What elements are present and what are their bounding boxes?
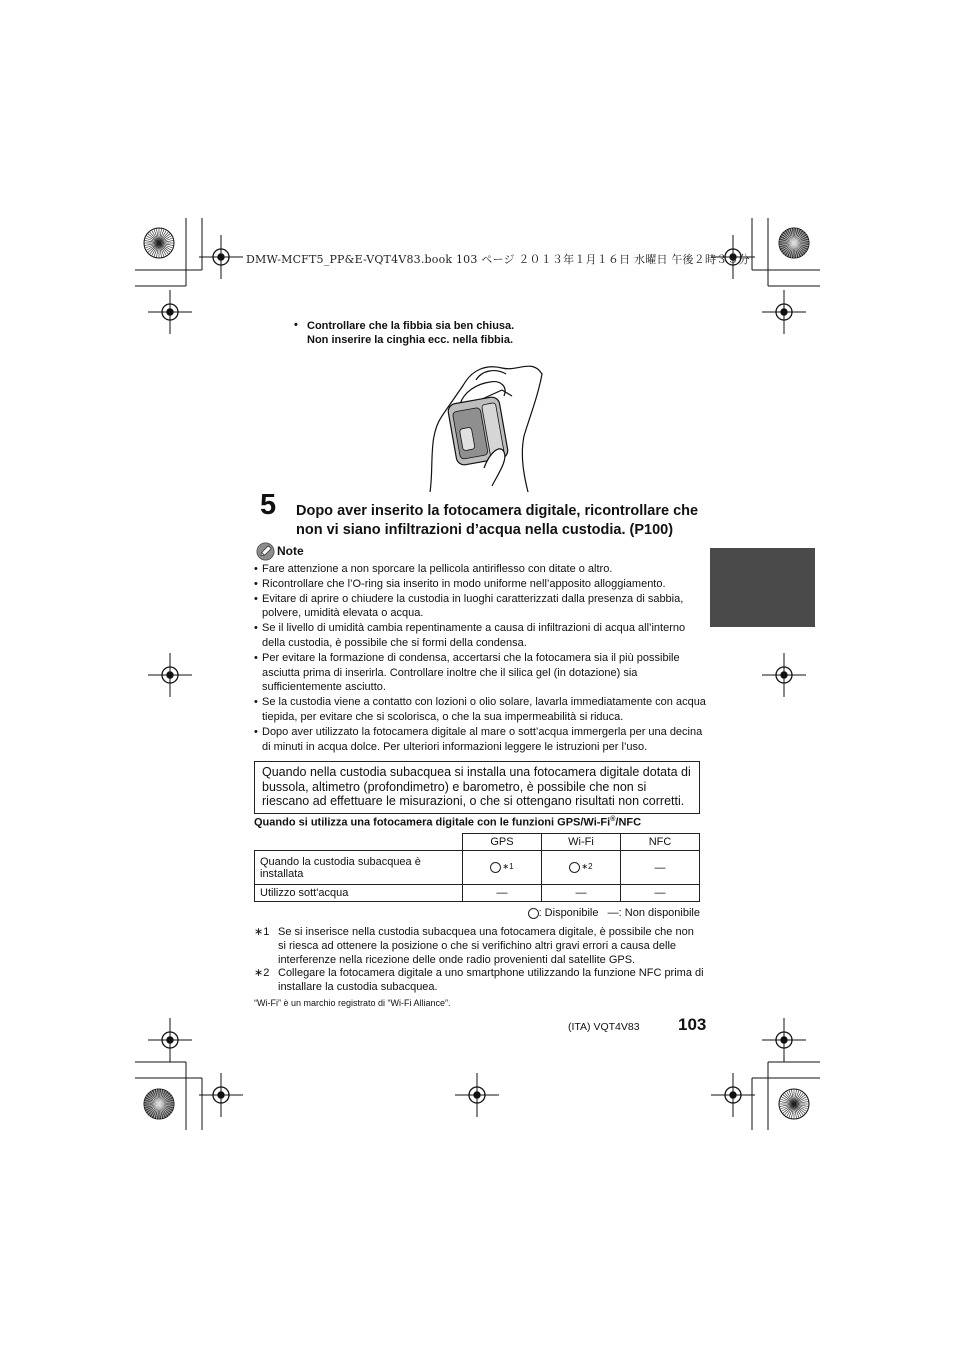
registration-target-icon xyxy=(762,290,806,334)
page-number: 103 xyxy=(678,1015,707,1034)
table-row xyxy=(255,885,700,902)
registered-mark: ® xyxy=(610,816,616,823)
registration-target-icon xyxy=(711,1073,755,1117)
footnote-1: ∗1 Se si inserisce nella custodia subacquea una fotocamera digitale, è possibile che non si riesca ad ottenere la posizione o che si verifichino altri gravi errori a causa delle interferenze nella ricezione delle onde radio provenienti dal satellite GPS. xyxy=(254,926,694,966)
column-header-gps: GPS xyxy=(463,834,542,851)
note-item: • Per evitare la formazione di condensa, accertarsi che la fotocamera sia il più possibile asciutta prima di inserirla. Controllare inoltre che il silica gel (in dotazione) sia sufficientemente asciutto. xyxy=(254,651,706,695)
trademark-notice: “Wi-Fi” è un marchio registrato di “Wi-Fi Alliance”. xyxy=(254,998,451,1008)
starburst-register-icon xyxy=(779,228,809,258)
bullet-icon: • xyxy=(294,319,298,331)
hand-closing-case-illustration xyxy=(420,356,550,496)
starburst-register-icon xyxy=(144,228,174,258)
row-label: Utilizzo sott'acqua xyxy=(255,885,463,902)
note-item: • Dopo aver utilizzato la fotocamera digitale al mare o sott’acqua immergerla per una decina di minuti in acqua dolce. Per ulteriori informazioni leggere le istruzioni per l’uso. xyxy=(254,725,706,755)
checklist xyxy=(294,319,514,347)
column-header-wifi: Wi-Fi xyxy=(542,834,621,851)
note-item: • Evitare di aprire o chiudere la custodia in luoghi caratterizzati dalla presenza di sabbia, polvere, umidità elevata o acqua. xyxy=(254,592,706,622)
footnote-2: ∗2 Collegare la fotocamera digitale a uno smartphone utilizzando la funzione NFC prima di installare la custodia subacquea. xyxy=(254,967,704,993)
checklist-line-1: Controllare che la fibbia sia ben chiusa. xyxy=(307,320,515,332)
row-label: Quando la custodia subacquea è installata xyxy=(255,851,463,885)
note-item: • Se il livello di umidità cambia repentinamente a causa di infiltrazioni di acqua all’interno della custodia, è possibile che si formi della condensa. xyxy=(254,621,706,651)
wifi-cell: — xyxy=(542,885,621,902)
available-circle-icon xyxy=(490,862,501,873)
available-circle-icon xyxy=(569,862,580,873)
available-circle-icon xyxy=(528,908,539,919)
table-title: Quando si utilizza una fotocamera digitale con le funzioni GPS/Wi-Fi®/NFC xyxy=(254,816,642,829)
registration-target-icon xyxy=(148,290,192,334)
note-item: • Ricontrollare che l’O-ring sia inserito in modo uniforme nell’apposito alloggiamento. xyxy=(254,577,706,592)
registration-target-icon xyxy=(199,1073,243,1117)
nfc-cell: — xyxy=(621,851,700,885)
registration-target-icon xyxy=(148,653,192,697)
gps-cell: — xyxy=(463,885,542,902)
registration-target-icon xyxy=(762,653,806,697)
registration-target-icon xyxy=(455,1073,499,1117)
note-pencil-icon xyxy=(256,542,275,561)
manual-code: (ITA) VQT4V83 xyxy=(568,1021,640,1033)
checklist-line-2: Non inserire la cinghia ecc. nella fibbia. xyxy=(307,334,514,346)
column-header-nfc: NFC xyxy=(621,834,700,851)
table-row xyxy=(255,851,700,885)
note-heading xyxy=(256,541,304,561)
gps-cell: ∗1 xyxy=(463,851,542,885)
print-file-header: DMW-MCFT5_PP&E-VQT4V83.book 103 ページ ２０１３年１月１６日 水曜日 午後２時３５分 xyxy=(246,253,750,266)
registration-target-icon xyxy=(199,235,243,279)
starburst-register-icon xyxy=(779,1089,809,1119)
wifi-cell: ∗2 xyxy=(542,851,621,885)
note-title: Note xyxy=(277,544,304,558)
note-list xyxy=(254,562,706,754)
starburst-register-icon xyxy=(144,1089,174,1119)
step-number: 5 xyxy=(260,489,277,521)
compass-warning-box: Quando nella custodia subacquea si installa una fotocamera digitale dotata di bussola, altimetro (profondimetro) e barometro, è possibile che non si riescano ad effettuare le misurazioni, o che si ottengano risultati non corretti. xyxy=(254,761,700,814)
chapter-side-tab xyxy=(710,548,815,627)
note-item: • Fare attenzione a non sporcare la pellicola antiriflesso con ditate o altro. xyxy=(254,562,706,577)
nfc-cell: — xyxy=(621,885,700,902)
registration-target-icon xyxy=(148,1018,192,1062)
note-item: • Se la custodia viene a contatto con lozioni o olio solare, lavarla immediatamente con acqua tiepida, per evitare che si scolorisca, o che la sua impermeabilità si riduca. xyxy=(254,695,706,725)
function-availability-table xyxy=(254,833,700,902)
table-legend: : Disponibile —: Non disponibile xyxy=(500,907,700,919)
registration-target-icon xyxy=(762,1018,806,1062)
step-instruction: Dopo aver inserito la fotocamera digitale, ricontrollare che non vi siano infiltrazioni d’acqua nella custodia. (P100) xyxy=(296,503,699,538)
